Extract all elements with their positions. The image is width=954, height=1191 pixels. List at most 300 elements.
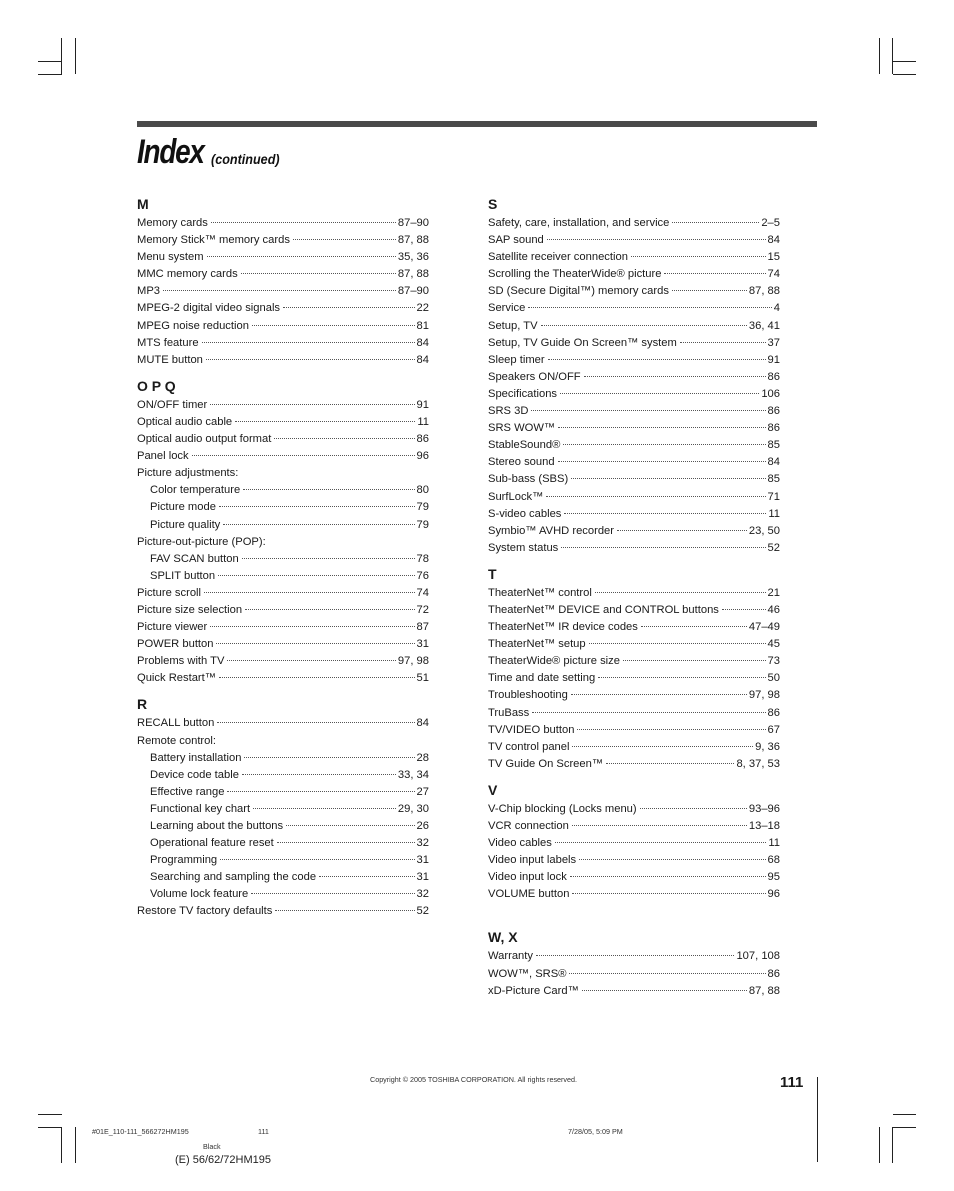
entry-text: Memory cards [137,217,208,229]
entry-text: TV control panel [488,740,570,753]
entry-text: Service [488,302,526,315]
entry-text: WOW™, SRS® [488,967,567,980]
entry-text: TheaterWide® picture size [488,655,620,668]
dot-leader [217,721,414,723]
dot-leader [617,529,747,531]
index-entry [137,903,429,920]
index-entry [488,454,780,471]
dot-leader [577,728,765,730]
dot-leader [547,238,766,240]
header-rule [137,121,817,127]
entry-text: SRS 3D [488,405,529,418]
entry-text: TheaterNet™ DEVICE and CONTROL buttons [488,603,719,616]
entry-pages: 107, 108 [736,950,780,963]
entry-text: Picture adjustments: [137,467,239,480]
entry-pages: 15 [767,251,780,264]
entry-pages: 106 [761,387,780,400]
entry-text: Satellite receiver connection [488,251,628,264]
entry-text: Effective range [150,785,225,798]
entry-pages: 22 [416,302,429,315]
dot-leader [242,557,415,559]
index-entry [137,352,429,369]
entry-text: Volume lock feature [150,888,249,901]
dot-leader [245,608,414,610]
entry-pages: 32 [416,888,429,901]
entry-text: MP3 [137,285,161,298]
entry-pages: 96 [767,888,780,901]
entry-text: Menu system [137,251,204,264]
dot-leader [584,375,766,377]
dot-leader [207,255,396,257]
entry-text: TruBass [488,706,530,719]
entry-text: Color temperature [150,484,241,497]
dot-leader [192,454,415,456]
dot-leader [206,358,415,360]
index-section [137,195,429,369]
index-entry [137,818,429,835]
entry-pages: 13–18 [748,820,780,832]
index-entry [488,489,780,506]
entry-text: Picture mode [150,501,216,514]
entry-text: Stereo sound [488,456,555,469]
index-entry [488,835,780,852]
entry-pages: 26 [416,820,429,832]
index-column-left [137,195,429,921]
dot-leader [227,790,414,792]
index-section [137,695,429,920]
entry-pages: 31 [416,638,429,651]
index-entry [137,397,429,414]
entry-pages: 78 [416,552,429,565]
index-entry [137,653,429,670]
index-entry [488,619,780,636]
entry-pages: 86 [767,706,780,719]
entry-text: SurfLock™ [488,490,544,503]
entry-pages: 96 [416,450,429,463]
entry-pages: 11 [768,837,780,850]
index-entry [137,636,429,653]
entry-pages: 85 [767,439,780,452]
dot-leader [283,306,415,308]
dot-leader [216,642,414,644]
entry-pages: 33, 34 [397,768,429,781]
entry-pages: 47–49 [748,621,780,634]
divider [817,1077,818,1162]
index-entry [488,335,780,352]
index-entry [137,335,429,352]
index-entry [137,534,429,551]
entry-pages: 4 [773,302,780,315]
entry-text: TV Guide On Screen™ [488,757,604,770]
entry-pages: 52 [416,905,429,918]
index-entry [488,300,780,317]
index-entry [488,966,780,983]
index-entry [137,414,429,431]
index-entry [137,215,429,232]
dot-leader [275,909,414,911]
section-heading: W, X [488,929,518,946]
index-entry [488,283,780,300]
entry-text: Restore TV factory defaults [137,905,273,918]
index-entry [137,300,429,317]
dot-leader [623,659,766,661]
index-entry [488,471,780,488]
entry-pages: 11 [417,415,429,428]
dot-leader [722,608,766,610]
index-entry [488,886,780,903]
entry-text: Picture-out-picture (POP): [137,535,266,548]
dot-leader [570,875,766,877]
entry-text: Optical audio output format [137,433,272,446]
index-entry [137,801,429,818]
entry-text: Operational feature reset [150,837,274,850]
entry-pages: 74 [767,268,780,281]
entry-pages: 9, 36 [755,740,780,753]
entry-pages: 79 [416,518,429,531]
index-entry [488,318,780,335]
dot-leader [548,358,766,360]
entry-text: Picture scroll [137,586,202,599]
index-entry [137,619,429,636]
index-entry [137,869,429,886]
dot-leader [582,989,747,991]
entry-text: MUTE button [137,353,203,366]
index-entry [137,733,429,750]
index-entry [137,499,429,516]
entry-text: Video input labels [488,854,577,867]
entry-text: Video input lock [488,871,567,884]
entry-text: V-Chip blocking (Locks menu) [488,802,637,815]
dot-leader [244,756,414,758]
index-entry [488,602,780,619]
entry-text: Warranty [488,950,533,963]
dot-leader [202,341,415,343]
entry-pages: 86 [767,370,780,383]
entry-text: SPLIT button [150,569,216,582]
entry-pages: 67 [767,723,780,736]
section-heading: T [488,565,497,582]
entry-text: MTS feature [137,336,199,349]
entry-text: System status [488,541,559,554]
dot-leader [564,512,766,514]
entry-text: Optical audio cable [137,415,233,428]
entry-text: TheaterNet™ setup [488,638,586,651]
index-entry [137,602,429,619]
dot-leader [220,858,414,860]
dot-leader [319,875,414,877]
index-entry [137,568,429,585]
dot-leader [560,392,759,394]
dot-leader [210,625,414,627]
entry-pages: 84 [416,353,429,366]
entry-pages: 21 [767,586,780,599]
index-entry [488,585,780,602]
dot-leader [558,426,765,428]
entry-text: Functional key chart [150,802,251,815]
entry-pages: 35, 36 [397,251,429,264]
entry-text: S-video cables [488,507,562,520]
entry-text: RECALL button [137,717,215,730]
entry-text: SD (Secure Digital™) memory cards [488,285,669,298]
dot-leader [572,824,747,826]
dot-leader [293,238,396,240]
dot-leader [680,341,766,343]
entry-pages: 73 [767,655,780,668]
index-entry [137,517,429,534]
entry-pages: 32 [416,837,429,850]
dot-leader [242,773,396,775]
entry-pages: 79 [416,501,429,514]
entry-pages: 76 [416,569,429,582]
entry-pages: 46 [767,603,780,616]
print-timestamp: 7/28/05, 5:09 PM [568,1127,623,1136]
entry-pages: 87 [416,621,429,634]
dot-leader [252,324,415,326]
index-section [137,377,429,688]
copyright-notice: Copyright © 2005 TOSHIBA CORPORATION. All rights reserved. [370,1075,578,1084]
entry-pages: 97, 98 [748,689,780,702]
entry-text: Safety, care, installation, and service [488,217,670,229]
entry-pages: 86 [416,433,429,446]
section-heading: M [137,196,149,212]
entry-text: Memory Stick™ memory cards [137,234,290,247]
dot-leader [251,892,414,894]
index-entry [137,835,429,852]
entry-pages: 86 [767,422,780,435]
index-entry [488,266,780,283]
entry-pages: 11 [768,507,780,520]
index-entry [488,369,780,386]
section-heading: O P Q [137,377,176,394]
entry-text: Problems with TV [137,655,225,668]
dot-leader [286,824,414,826]
index-entry [137,249,429,266]
page-subtitle: (continued) [211,151,280,167]
index-entry [488,215,780,232]
entry-pages: 87–90 [397,217,429,229]
entry-text: TheaterNet™ IR device codes [488,621,638,634]
index-entry [488,636,780,653]
entry-pages: 37 [767,336,780,349]
dot-leader [274,437,414,439]
entry-pages: 2–5 [761,217,780,229]
dot-leader [558,460,766,462]
index-entry [488,540,780,557]
entry-pages: 86 [767,405,780,418]
index-entry [137,750,429,767]
entry-pages: 87, 88 [397,268,429,281]
entry-pages: 95 [767,871,780,884]
entry-pages: 86 [767,967,780,980]
entry-text: TheaterNet™ control [488,586,592,599]
index-entry [488,437,780,454]
entry-pages: 85 [767,473,780,486]
index-entry [137,852,429,869]
entry-pages: 31 [416,854,429,867]
entry-pages: 51 [416,672,429,685]
entry-pages: 52 [767,541,780,554]
index-section [488,195,780,557]
entry-text: Setup, TV Guide On Screen™ system [488,336,677,349]
entry-pages: 74 [416,586,429,599]
entry-pages: 31 [416,871,429,884]
section-heading: S [488,196,498,212]
dot-leader [672,221,759,223]
index-entry [488,386,780,403]
index-section [488,565,780,773]
index-section [488,781,780,904]
index-entry [137,431,429,448]
entry-pages: 87, 88 [397,234,429,247]
dot-leader [563,443,765,445]
entry-text: MMC memory cards [137,268,238,281]
index-entry [488,352,780,369]
entry-pages: 27 [416,785,429,798]
dot-leader [528,306,771,308]
dot-leader [631,255,766,257]
entry-text: Searching and sampling the code [150,871,317,884]
entry-text: SRS WOW™ [488,422,556,435]
dot-leader [571,693,747,695]
entry-pages: 23, 50 [748,524,780,537]
dot-leader [218,574,414,576]
page-title: Index [137,133,204,171]
index-entry [137,232,429,249]
entry-pages: 84 [767,234,780,247]
dot-leader [579,858,765,860]
entry-pages: 97, 98 [397,655,429,668]
entry-pages: 68 [767,854,780,867]
entry-pages: 87, 88 [748,285,780,298]
dot-leader [541,324,747,326]
entry-text: Battery installation [150,751,242,764]
dot-leader [595,591,766,593]
entry-text: Troubleshooting [488,689,568,702]
dot-leader [589,642,766,644]
section-heading: V [488,781,498,798]
index-entry [137,283,429,300]
entry-text: Setup, TV [488,319,538,332]
entry-pages: 29, 30 [397,802,429,815]
dot-leader [536,954,734,956]
dot-leader [219,505,415,507]
index-entry [488,705,780,722]
dot-leader [640,807,747,809]
index-entry [137,715,429,732]
index-entry [137,767,429,784]
entry-text: StableSound® [488,439,561,452]
entry-text: Learning about the buttons [150,820,284,832]
index-section [488,928,780,999]
dot-leader [664,272,765,274]
entry-text: Picture viewer [137,621,208,634]
dot-leader [253,807,396,809]
index-entry [488,403,780,420]
entry-text: TV/VIDEO button [488,723,575,736]
entry-pages: 45 [767,638,780,651]
dot-leader [555,841,767,843]
dot-leader [641,625,747,627]
index-entry [137,784,429,801]
entry-text: Specifications [488,387,558,400]
index-entry [488,687,780,704]
index-entry [488,249,780,266]
index-entry [488,852,780,869]
entry-text: Sub-bass (SBS) [488,473,569,486]
dot-leader [546,495,765,497]
dot-leader [211,221,396,223]
dot-leader [606,762,734,764]
dot-leader [571,477,765,479]
dot-leader [219,676,415,678]
entry-text: POWER button [137,638,214,651]
index-entry [137,465,429,482]
dot-leader [561,546,765,548]
entry-text: Programming [150,854,218,867]
page-number: 111 [780,1074,804,1091]
entry-text: VOLUME button [488,888,570,901]
entry-pages: 8, 37, 53 [736,757,780,770]
color-plate: Black [203,1142,221,1151]
entry-text: Symbio™ AVHD recorder [488,524,614,537]
entry-pages: 36, 41 [748,319,780,332]
index-entry [137,448,429,465]
index-entry [488,948,780,965]
entry-pages: 87, 88 [748,984,780,997]
index-entry [137,551,429,568]
entry-pages: 72 [416,603,429,616]
dot-leader [223,523,414,525]
index-entry [488,983,780,1000]
index-entry [488,722,780,739]
entry-text: Speakers ON/OFF [488,370,581,383]
entry-pages: 71 [767,490,780,503]
index-entry [488,420,780,437]
entry-pages: 81 [416,319,429,332]
entry-text: Device code table [150,768,239,781]
index-entry [488,506,780,523]
entry-pages: 84 [416,717,429,730]
index-column-right [488,195,780,1000]
entry-text: xD-Picture Card™ [488,984,579,997]
entry-pages: 80 [416,484,429,497]
entry-text: Picture quality [150,518,221,531]
entry-pages: 87–90 [397,285,429,298]
entry-text: VCR connection [488,820,569,832]
dot-leader [235,420,415,422]
index-entry [137,585,429,602]
index-entry [137,266,429,283]
index-entry [488,653,780,670]
entry-text: Video cables [488,837,552,850]
entry-pages: 91 [767,353,780,366]
entry-text: Quick Restart™ [137,672,216,685]
entry-text: FAV SCAN button [150,552,239,565]
index-entry [488,756,780,773]
entry-pages: 50 [767,672,780,685]
dot-leader [210,403,414,405]
entry-pages: 84 [416,336,429,349]
entry-pages: 91 [416,398,429,411]
section-heading: R [137,696,148,713]
entry-pages: 28 [416,751,429,764]
model-number: (E) 56/62/72HM195 [175,1154,271,1166]
dot-leader [204,591,415,593]
entry-pages: 93–96 [748,802,780,815]
dot-leader [672,289,747,291]
file-id: #01E_110-111_566272HM195 [92,1127,189,1136]
index-entry [137,886,429,903]
